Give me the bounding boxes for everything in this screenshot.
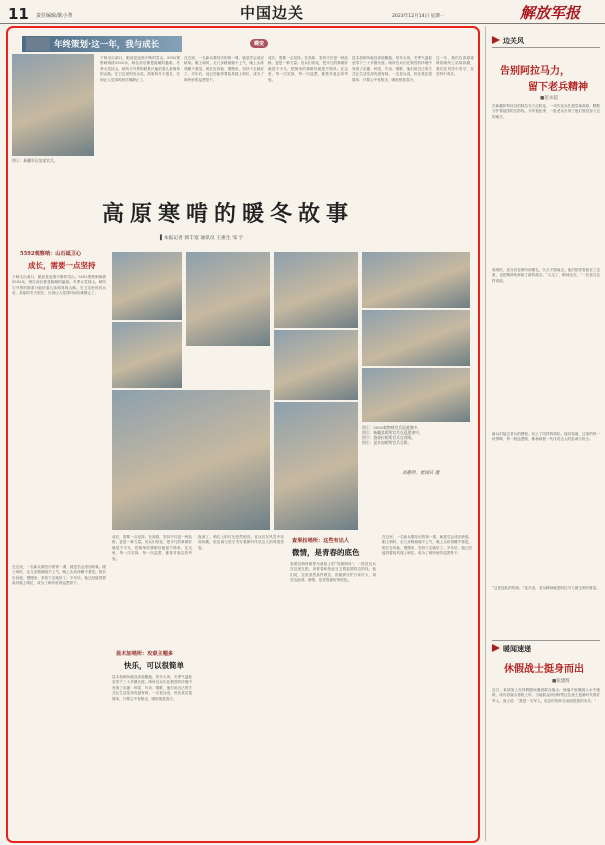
- photo-8: [362, 252, 470, 308]
- photo-1: [112, 252, 182, 320]
- feature-badge: 蝶变: [250, 39, 268, 48]
- editor-credit: 责任编辑/陈小菁: [36, 13, 73, 19]
- page-number: 11: [8, 5, 29, 23]
- feature-banner-text: 年终策划·这一年，我与成长: [54, 40, 160, 50]
- top-text-col-1: 下哨走出洞口，眼前是连绵不断的雪山。5592观察哨海拔5592米，哨位前后都是陡峭的悬崖。冬季大雪封山，哨所与外界的联系只能依靠几条简易的山路。守卫这里的官兵说，高原的冬天很长，长到让人觉得时间仿佛静止了。: [100, 56, 180, 82]
- section3-body-2: 在这里，一名新兵要经历的第一课，就是学会适应缺氧。刚上哨时，走几步路就喘不上气，晚上头疼得睡不着觉。班长告诉他，慢慢来，坚持下去就好了。半年后，他已经能背着装具爬上哨位，成为了哨所里的巡逻骨干。: [382, 535, 472, 556]
- photo-captions: 图①：5592观察哨官兵巡逻途中。 图②：新疆某哨所官兵在巡逻途中。 图③：查果拉哨所官兵在训练。 图④：昆木加哨所官兵合影。: [362, 425, 423, 445]
- right-bottom-rule: [492, 640, 600, 641]
- section2-tag: 昆木加哨所：攻艰主题多: [116, 651, 174, 657]
- photo-6: [274, 330, 358, 400]
- photo-10: [362, 368, 470, 422]
- right-bottom-body: 近日，某部战士在休假期间遇到群众落水，他毫不犹豫跳入水中施救，成功将落水者救上岸。当地群众纷纷称赞这位战士是新时代的好军人。战士说：“我是一名军人，危急时刻冲在前面是我的本分。”: [492, 688, 600, 703]
- section1-title: 成长，需要一点坚持: [28, 261, 96, 270]
- top-text-col-5: 这一年，我们在高原寒啃的哨所上站岗执勤，我们在风雪中坚守，在坚持中成长。: [436, 56, 474, 77]
- right-section-title: 边关风: [503, 37, 524, 45]
- photo-9: [362, 310, 470, 366]
- feature-top-photo: [12, 54, 94, 156]
- right-article-p3: 新兵们接过老兵的钢枪，站上了同样的哨位。他们知道，这里的每一块界碑、每一段巡逻路，都承载着一代代戍边人的忠诚与担当。: [492, 432, 600, 442]
- photo-7: [274, 402, 358, 530]
- section1-tag: 5592观察哨：山石砥卫心: [20, 251, 82, 257]
- right-section-rule: [492, 47, 600, 48]
- right-bottom-author: ■张建辉: [552, 679, 570, 684]
- section1-body-2: 在这里，一名新兵要经历的第一课，就是学会适应缺氧。刚上哨时，走几步路就喘不上气，晚上头疼得睡不着觉。班长告诉他，慢慢来，坚持下去就好了。半年后，他已经能背着装具爬上哨位，成为了哨所里的巡逻骨干。: [12, 565, 106, 586]
- top-text-col-3: 成长，需要一点坚持。在高原，坚持不仅是一种品格，更是一种力量。官兵们常说，把平凡的事做好就是不平凡，把简单的事做好就是不简单。在这里，每一次站岗、每一次巡逻，都是对意志的考验。: [268, 56, 348, 82]
- header-rule: [0, 23, 605, 24]
- top-text-col-4: 昆木加哨所地处高原腹地，常年大风，冬季气温低至零下三十多摄氏度。哨所官兵们在艰苦的环境中发现了乐趣：种菜、写诗、唱歌，他们用自己的方式让生活变得有滋有味。一名老兵说，快乐其实很简单，只要心中有阳光，哪里都是春天。: [352, 56, 432, 82]
- right-bottom-title: 休假战士挺身而出: [504, 664, 584, 675]
- right-article-p1: 在新疆伊犁河谷的阿拉马力边防连，一代代官兵扎根雪域高原，默默守护着祖国的边防线。今年退伍季，一批老兵告别了他们曾经奋斗过的地方。: [492, 104, 600, 119]
- right-article-p4: “这是连队的传统。”连长说，老兵精神就是阿拉马力最宝贵的财富。: [492, 586, 600, 590]
- section2-body: 昆木加哨所地处高原腹地，常年大风，冬季气温低至零下三十多摄氏度。哨所官兵们在艰苦的环境中发现了乐趣：种菜、写诗、唱歌，他们用自己的方式让生活变得有滋有味。一名老兵说，快乐其实很简单，只要心中有阳光，哪里都是春天。: [112, 675, 192, 701]
- right-article-title-line2: 留下老兵精神: [528, 82, 588, 93]
- right-bottom-section: 暖闻速递: [503, 645, 531, 653]
- photo-2: [186, 252, 270, 346]
- right-article-p2: 离别时，老兵们在哨所前敬礼，久久不愿离去。他们把青春留在了这里，也把精神传承给了新的战友。“人走了，精神还在。”一位老兵这样说道。: [492, 268, 600, 283]
- feature-title: 高原寒啃的暖冬故事: [102, 201, 355, 227]
- section1-body-1: 下哨走出洞口，眼前是连绵不断的雪山。5592观察哨海拔5592米，哨位前后都是陡峭的悬崖。冬季大雪封山，哨所与外界的联系只能依靠几条简易的山路。守卫这里的官兵说，高原的冬天很长，长到让人觉得时间仿佛静止了。: [12, 275, 106, 296]
- newspaper-masthead: 解放军报: [520, 4, 581, 22]
- top-text-col-2: 在这里，一名新兵要经历的第一课，就是学会适应缺氧。刚上哨时，走几步路就喘不上气，晚上头疼得睡不着觉。班长告诉他，慢慢来，坚持下去就好了。半年后，他已经能背着装具爬上哨位，成为了哨所里的巡逻骨干。: [184, 56, 264, 82]
- publication-date: 2023年12月14日 星期一: [392, 14, 445, 19]
- section3-body-1: 查果拉哨所被誉为高原上的“英雄哨所”。一茬茬官兵在这里扎根，用青春和热血守卫着祖国的边防线。他们说，这里虽然条件艰苦，但能够守护万家灯火，再苦也值得。微情，是青春最好的底色。: [290, 562, 376, 583]
- feature-top-photo-caption: 图①：新疆军区某部官兵。: [12, 158, 58, 163]
- bottom-section-arrow-icon: [492, 644, 500, 652]
- photo-3: [112, 322, 182, 388]
- right-column-divider: [485, 26, 486, 841]
- right-article-author: ■范永超: [540, 96, 558, 101]
- section-arrow-icon: [492, 36, 500, 44]
- section3-title: 微情，是青春的底色: [292, 548, 360, 557]
- section2-title: 快乐，可以很简单: [124, 661, 184, 670]
- photo-4: [112, 390, 270, 530]
- feature-byline: ▌本报记者 郭丰宽 通讯员 王惠生 邹 宇: [160, 236, 244, 241]
- banner-emblem-icon: [26, 37, 50, 51]
- section2-lead: 成长，需要一点坚持。在高原，坚持不仅是一种品格，更是一种力量。官兵们常说，把平凡的事做好就是不平凡，把简单的事做好就是不简单。在这里，每一次站岗、每一次巡逻，都是对意志的考验。: [112, 535, 192, 561]
- section2-col-2: 夜深了，哨位上的灯光依然明亮。官兵们在风雪中站岗执勤，用忠诚与坚守书写着新时代戍边人的青春答卷。: [198, 535, 284, 550]
- section-title: 中国边关: [240, 4, 305, 22]
- right-article-title-line1: 告别阿拉马力，: [500, 66, 570, 77]
- photo-5: [274, 252, 358, 328]
- photo-credit: 刘惠明、崔国庆 摄: [402, 471, 440, 476]
- section3-tag: 查果拉哨所：这些有达人: [292, 538, 350, 544]
